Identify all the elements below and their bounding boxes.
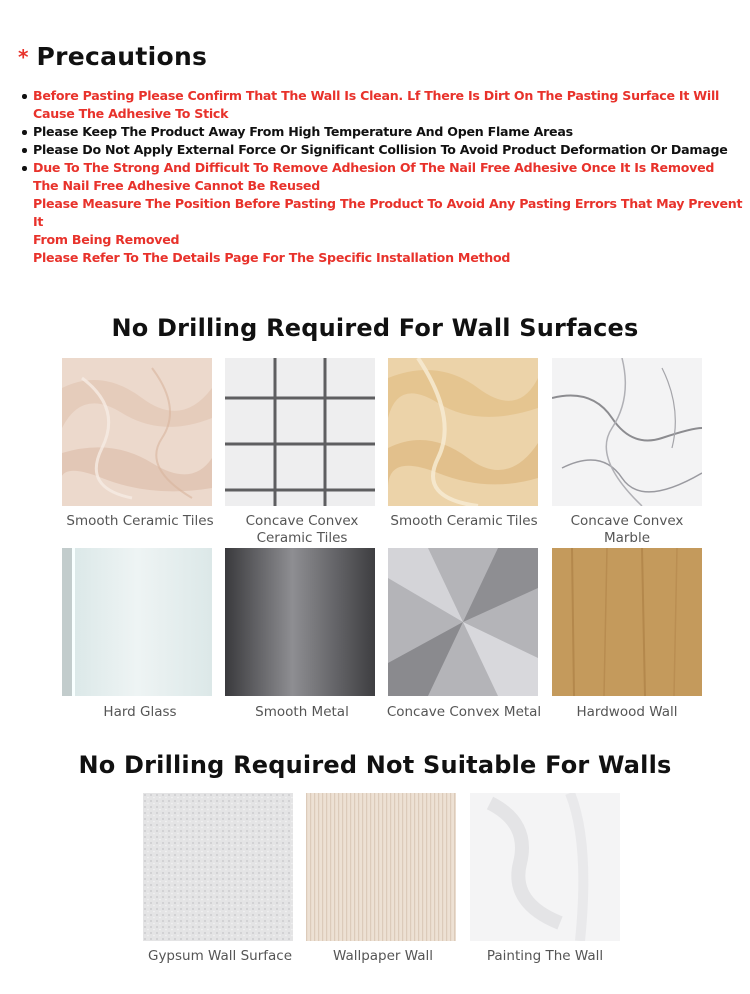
tile-label: Concave Convex Marble (570, 513, 684, 546)
precaution-item (20, 159, 748, 267)
tile-label: Gypsum Wall Surface (147, 948, 293, 964)
wallpaper-wall-image (306, 793, 456, 941)
precaution-line: The Nail Free Adhesive Cannot Be Reused (33, 178, 320, 193)
painting-the-wall-image (470, 793, 620, 941)
tile-label: Concave Convex Metal (386, 704, 542, 720)
tile-label: Wallpaper Wall (332, 948, 434, 964)
tile-label: Concave Convex Ceramic Tiles (245, 513, 359, 546)
asterisk-icon: * (18, 44, 29, 69)
bullet-icon (22, 148, 27, 153)
tile-label: Painting The Wall (486, 948, 604, 964)
tile-label: Smooth Metal (255, 704, 349, 720)
concave-convex-ceramic-tiles-image (225, 358, 375, 506)
precaution-item (20, 141, 748, 159)
smooth-ceramic-tiles-gold-image (388, 358, 538, 506)
hard-glass-image (62, 548, 212, 696)
precaution-line: Due To The Strong And Difficult To Remove Adhesion Of The Nail Free Adhesive Once It Is Removed (33, 160, 715, 175)
smooth-metal-image (225, 548, 375, 696)
precautions-list (20, 87, 748, 267)
precaution-item (20, 123, 748, 141)
precautions-header (18, 42, 207, 71)
tile-label: Smooth Ceramic Tiles (390, 513, 538, 529)
precaution-line: From Being Removed (33, 232, 180, 247)
smooth-ceramic-tiles-image (62, 358, 212, 506)
tile-label: Hard Glass (103, 704, 177, 720)
bullet-icon (22, 94, 27, 99)
tile-label: Hardwood Wall (576, 704, 678, 720)
concave-convex-marble-image (552, 358, 702, 506)
precaution-line: Please Keep The Product Away From High Temperature And Open Flame Areas (33, 124, 573, 139)
precaution-line: Before Pasting Please Confirm That The Wall Is Clean. Lf There Is Dirt On The Pasting Surface It Will (33, 88, 720, 103)
precaution-line: Please Do Not Apply External Force Or Significant Collision To Avoid Product Deformation Or Damage (33, 142, 728, 157)
unsuitable-section-title: No Drilling Required Not Suitable For Walls (78, 751, 672, 779)
hardwood-wall-image (552, 548, 702, 696)
tile-label: Smooth Ceramic Tiles (66, 513, 214, 529)
precaution-item (20, 87, 748, 123)
precaution-line: Please Refer To The Details Page For The Specific Installation Method (33, 250, 511, 265)
concave-convex-metal-image (388, 548, 538, 696)
bullet-icon (22, 166, 27, 171)
suitable-section-title: No Drilling Required For Wall Surfaces (111, 314, 639, 342)
gypsum-wall-surface-image (143, 793, 293, 941)
precaution-line: Cause The Adhesive To Stick (33, 106, 229, 121)
bullet-icon (22, 130, 27, 135)
precaution-line: Please Measure The Position Before Pasting The Product To Avoid Any Pasting Errors That May Prevent It (33, 196, 743, 229)
precautions-title: Precautions (36, 42, 208, 71)
